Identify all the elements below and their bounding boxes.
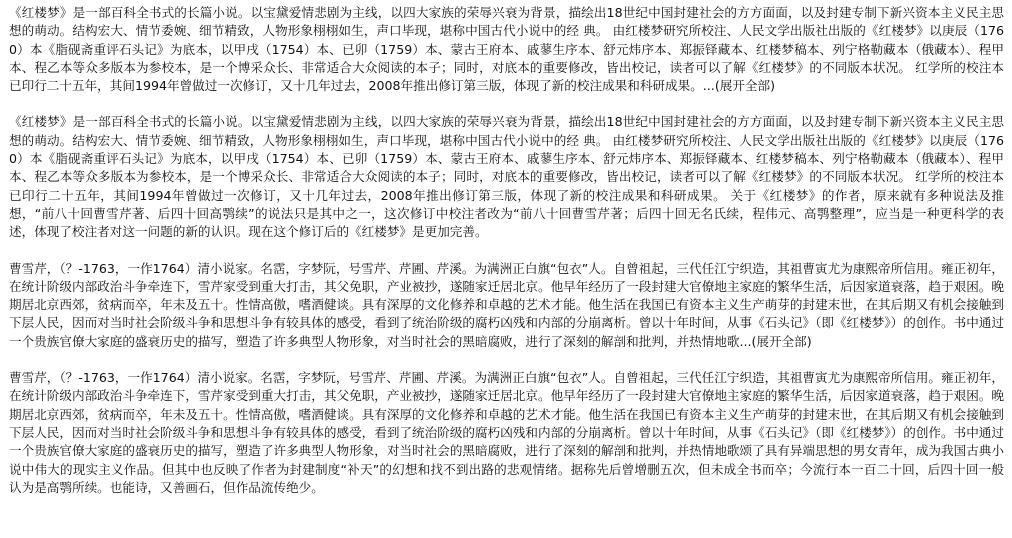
author-intro-full <box>9 369 1004 497</box>
book-intro-full-text: 《红楼梦》是一部百科全书式的长篇小说。以宝黛爱情悲剧为主线，以四大家族的荣辱兴衰为背景，描绘出18世纪中国封建社会的方方面面，以及封建专制下新兴资本主义民主思想的萌动。结构宏大、情节委婉、细节精致，人物形象栩栩如生，声口毕现，堪称中国古代小说中的经 典。 由红楼梦研究所校注、人民文学出版社出版的《红楼梦》以庚辰（1760）本《脂砚斋重评石头记》为底本，以甲戌（1754）本、已卯（1759）本、蒙古王府本、戚蓼生序本、舒元炜序本、郑振铎藏本、红楼梦稿本、列宁格勒藏本（俄藏本）、程甲本、程乙本等众多版本为参校本，是一个博采众长、非常适合大众阅读的本子；同时，对底本的重要修改，皆出校记，读者可以了解《红楼梦》的不同版本状况。 红学所的校注本已印行二十五年，其间1994年曾做过一次修订，又十几年过去，2008年推出修订第三版，体现了新的校注成果和科研成果。 关于《红楼梦》的作者，原来就有多种说法及推想，“前八十回曹雪芹著、后四十回高鹗续”的说法只是其中之一，这次修订中校注者改为“前八十回曹雪芹著；后四十回无名氏续，程伟元、高鹗整理”，应当是一种更科学的表述，体现了校注者对这一问题的新的认识。现在这个修订后的《红楼梦》是更加完善。 <box>9 114 1004 240</box>
intro-content <box>9 4 1004 497</box>
book-intro-summary <box>9 4 1004 95</box>
author-intro-expand-link[interactable]: (展开全部) <box>751 333 812 349</box>
paragraph-spacer <box>9 351 1004 369</box>
author-intro-full-text: 曹雪芹，（？-1763，一作1764）清小说家。名霑，字梦阮，号雪芹、芹圃、芹溪。为满洲正白旗“包衣”人。自曾祖起，三代任江宁织造，其祖曹寅尤为康熙帝所信用。雍正初年，在统计阶级内部政治斗争牵连下，雪芹家受到重大打击，其父免职，产业被抄，遂随家迁居北京。他早年经历了一段封建大官僚地主家庭的繁华生活，后因家道衰落，趋于艰困。晚期居北京西郊，贫病而卒，年未及五十。性情高傲，嗜酒健谈。具有深厚的文化修养和卓越的艺术才能。他生活在我国已有资本主义生产萌芽的封建末世，在其后期又有机会接触到下层人民，因而对当时社会阶级斗争和思想斗争有较具体的感受，看到了统治阶级的腐朽凶残和内部的分崩离析。曾以十年时间，从事《石头记》（即《红楼梦》）的创作。书中通过一个贵族官僚大家庭的盛衰历史的描写，塑造了许多典型人物形象，对当时社会的黑暗腐败，进行了深刻的解剖和批判，并热情地歌颂了具有异端思想的男女青年，成为我国古典小说中伟大的现实主义作品。但其中也反映了作者为封建制度“补天”的幻想和找不到出路的悲观情绪。据称先后曾增删五次，但未成全书而卒；今流行本一百二十回，后四十回一般认为是高鹗所续。也能诗，又善画石，但作品流传绝少。 <box>9 370 1004 495</box>
author-intro-summary <box>9 260 1004 351</box>
paragraph-spacer <box>9 95 1004 113</box>
book-intro-summary-text: 《红楼梦》是一部百科全书式的长篇小说。以宝黛爱情悲剧为主线，以四大家族的荣辱兴衰为背景，描绘出18世纪中国封建社会的方方面面，以及封建专制下新兴资本主义民主思想的萌动。结构宏大、情节委婉、细节精致，人物形象栩栩如生，声口毕现，堪称中国古代小说中的经 典。 由红楼梦研究所校注、人民文学出版社出版的《红楼梦》以庚辰（1760）本《脂砚斋重评石头记》为底本，以甲戌（1754）本、已卯（1759）本、蒙古王府本、戚蓼生序本、舒元炜序本、郑振铎藏本、红楼梦稿本、列宁格勒藏本（俄藏本）、程甲本、程乙本等众多版本为参校本，是一个博采众长、非常适合大众阅读的本子；同时，对底本的重要修改，皆出校记，读者可以了解《红楼梦》的不同版本状况。 红学所的校注本已印行二十五年，其间1994年曾做过一次修订，又十几年过去，2008年推出修订第三版，体现了新的校注成果和科研成果。... <box>9 5 1004 94</box>
paragraph-spacer <box>9 242 1004 260</box>
author-intro-summary-text: 曹雪芹，（？-1763，一作1764）清小说家。名霑，字梦阮，号雪芹、芹圃、芹溪。为满洲正白旗“包衣”人。自曾祖起，三代任江宁织造，其祖曹寅尤为康熙帝所信用。雍正初年，在统计阶级内部政治斗争牵连下，雪芹家受到重大打击，其父免职，产业被抄，遂随家迁居北京。他早年经历了一段封建大官僚地主家庭的繁华生活，后因家道衰落，趋于艰困。晚期居北京西郊，贫病而卒，年未及五十。性情高傲，嗜酒健谈。具有深厚的文化修养和卓越的艺术才能。他生活在我国已有资本主义生产萌芽的封建末世，在其后期又有机会接触到下层人民，因而对当时社会阶级斗争和思想斗争有较具体的感受，看到了统治阶级的腐朽凶残和内部的分崩离析。曾以十年时间，从事《石头记》（即《红楼梦》）的创作。书中通过一个贵族官僚大家庭的盛衰历史的描写，塑造了许多典型人物形象，对当时社会的黑暗腐败，进行了深刻的解剖和批判，并热情地歌... <box>9 260 1004 349</box>
book-intro-full <box>9 113 1004 241</box>
book-intro-expand-link[interactable]: (展开全部) <box>714 78 776 94</box>
